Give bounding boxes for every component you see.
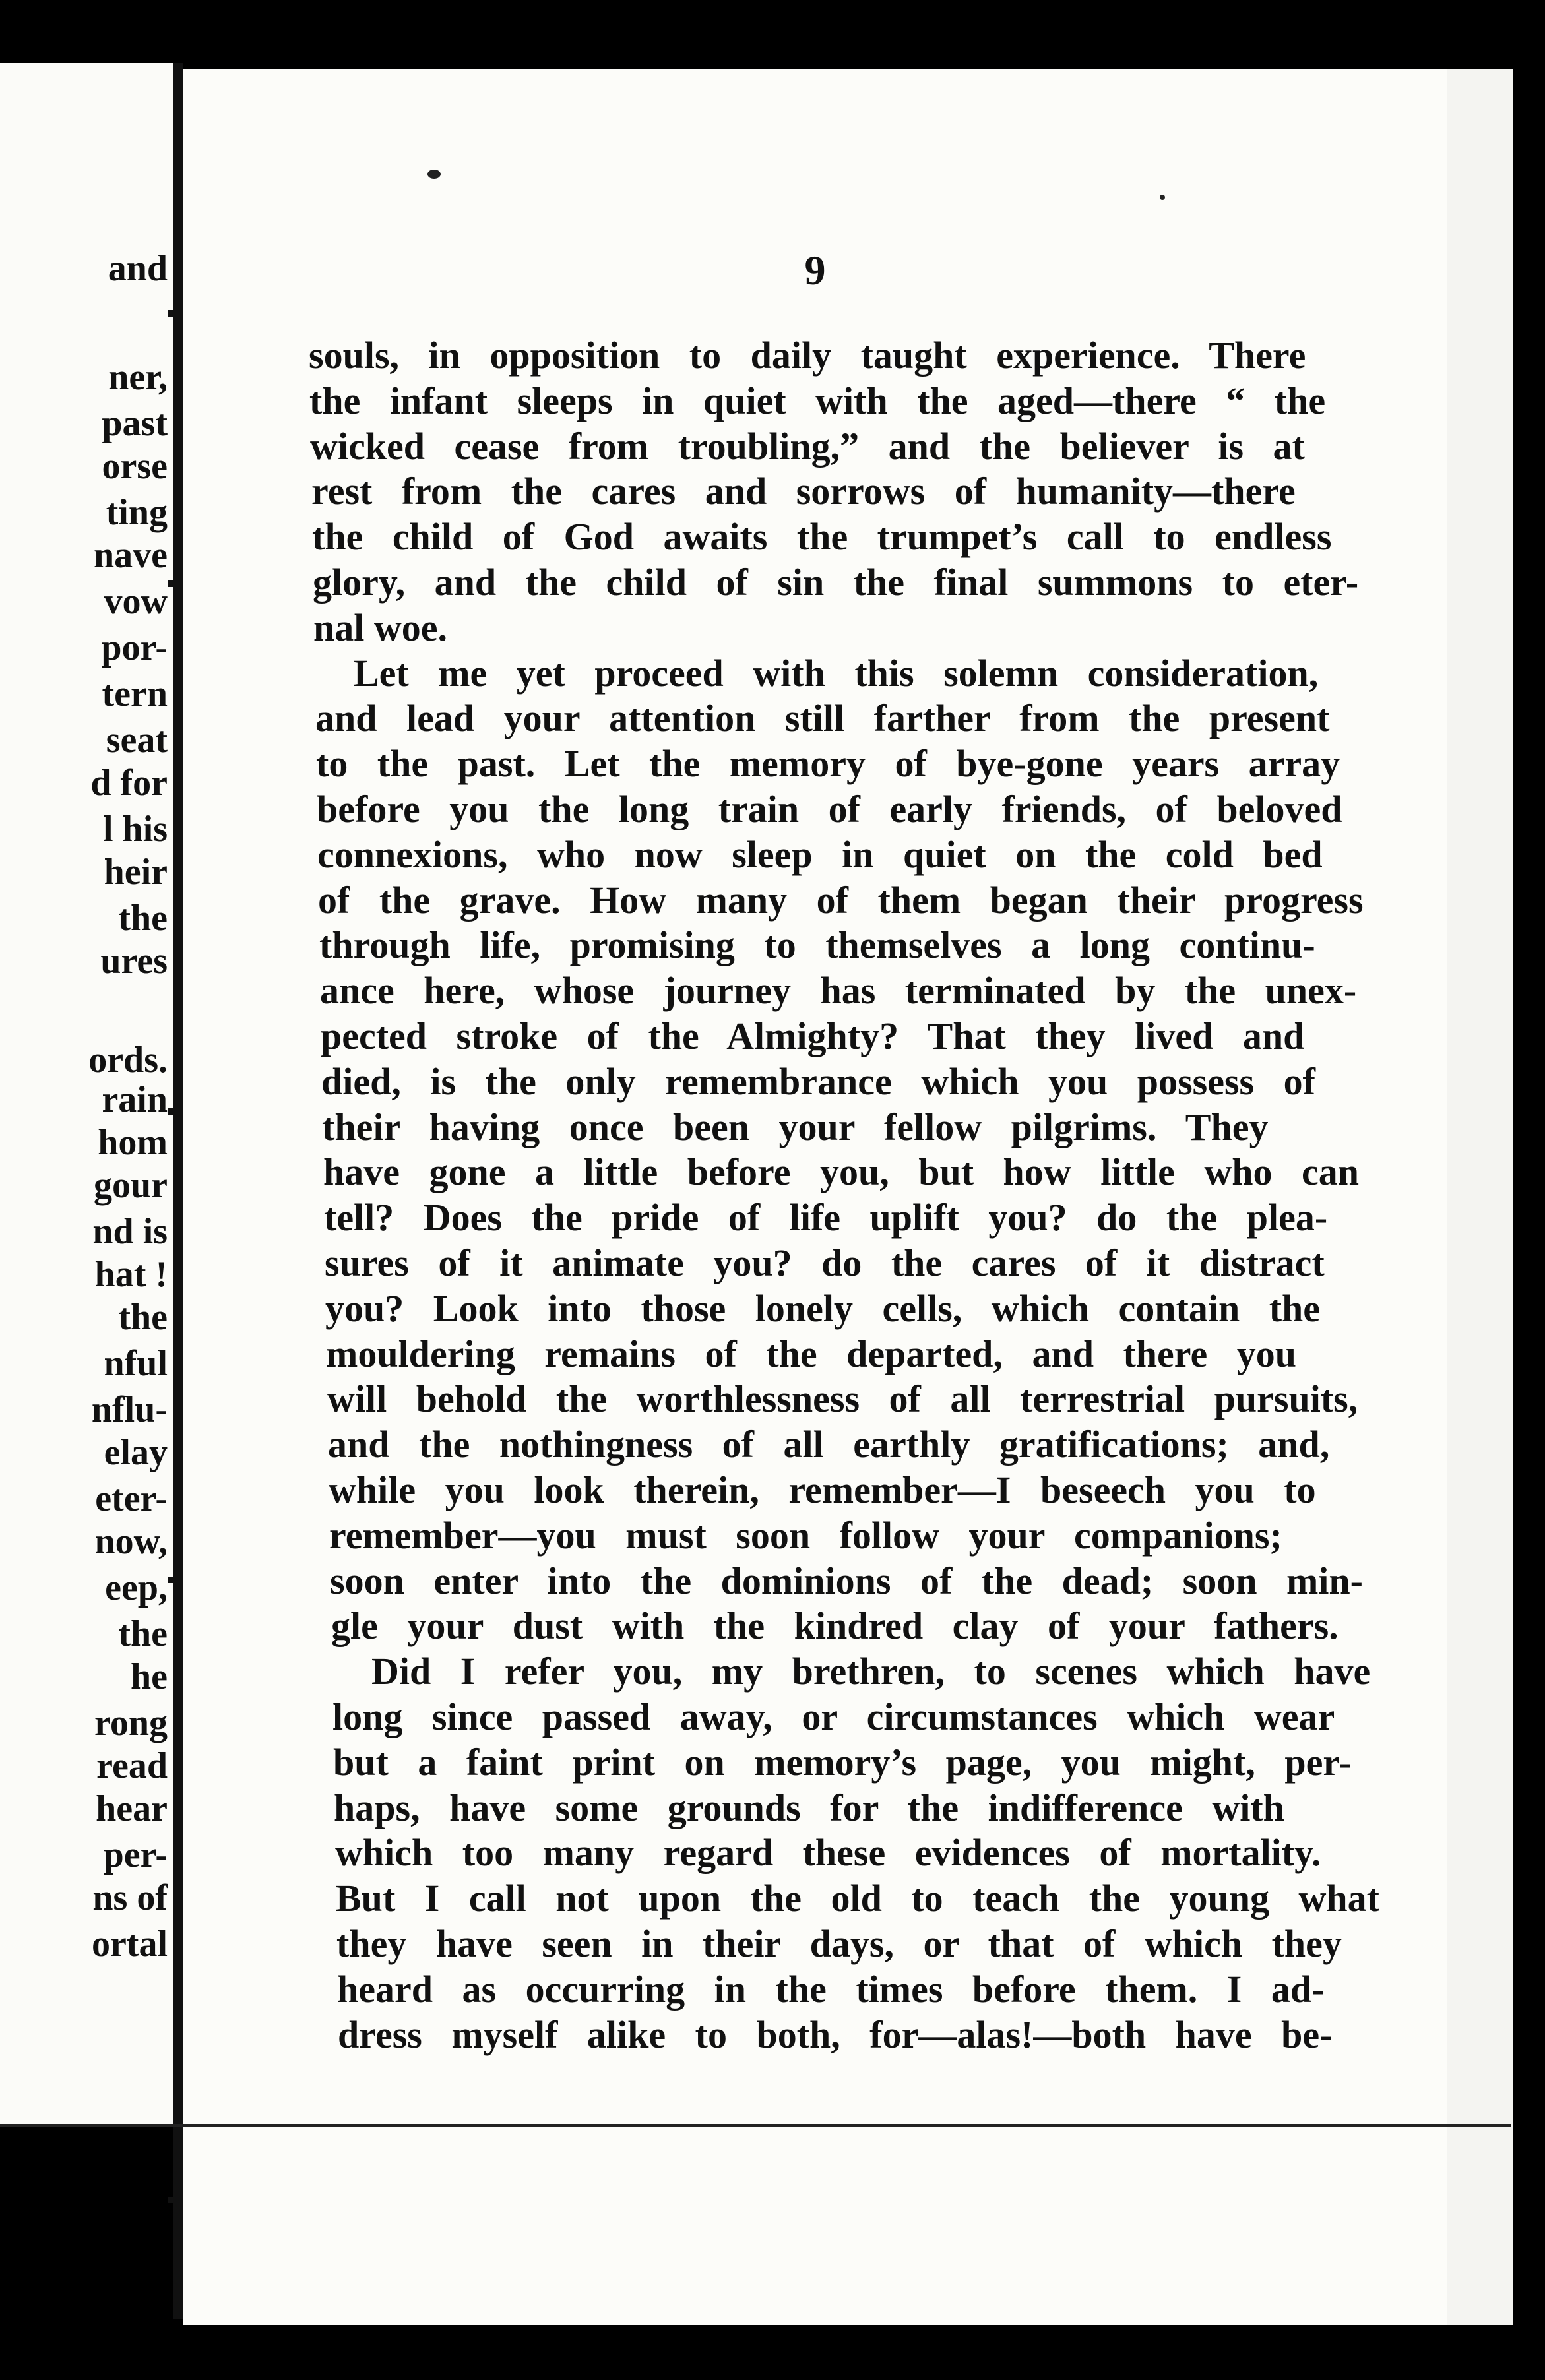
body-text-line: through life, promising to themselves a long continu- bbox=[319, 924, 1315, 967]
body-text-line: pected stroke of the Almighty? That they lived and bbox=[321, 1015, 1305, 1057]
body-text-line: soon enter into the dominions of the dead; soon min- bbox=[330, 1559, 1363, 1602]
previous-page-line: rain bbox=[102, 1079, 168, 1120]
previous-page-line: eter- bbox=[95, 1478, 168, 1519]
previous-page-line: ures bbox=[100, 941, 168, 982]
previous-page-line: orse bbox=[102, 446, 168, 487]
previous-page-line: ting bbox=[106, 492, 168, 533]
body-text-line: the child of God awaits the trumpet’s call to endless bbox=[312, 515, 1332, 559]
previous-page-line: eep, bbox=[105, 1567, 168, 1608]
ink-speck bbox=[1160, 195, 1165, 200]
body-text-line: haps, have some grounds for the indifference with bbox=[334, 1786, 1284, 1829]
body-text-line: tell? Does the pride of life uplift you? do the plea- bbox=[324, 1196, 1328, 1239]
book-page bbox=[183, 69, 1447, 2325]
body-text-line: to the past. Let the memory of bye-gone years array bbox=[316, 742, 1340, 786]
previous-page-line: read bbox=[96, 1745, 168, 1786]
previous-page-line: nful bbox=[104, 1343, 168, 1384]
previous-page-line: l his bbox=[102, 809, 168, 850]
previous-page-line: past bbox=[102, 403, 168, 444]
body-text-line: and lead your attention still farther from the present bbox=[315, 697, 1330, 740]
binding-gutter bbox=[173, 63, 183, 2319]
previous-page-line: ortal bbox=[91, 1924, 168, 1964]
body-text-line: will behold the worthlessness of all terrestrial pursuits, bbox=[327, 1377, 1358, 1421]
previous-page-line: heir bbox=[104, 852, 168, 892]
previous-page-line: hom bbox=[98, 1122, 168, 1163]
previous-page-line: hear bbox=[96, 1788, 168, 1829]
body-text-line: dress myself alike to both, for—alas!—both have be- bbox=[338, 2013, 1333, 2056]
previous-page-line: nd is bbox=[92, 1211, 168, 1252]
body-text-line: you? Look into those lonely cells, which contain the bbox=[325, 1286, 1321, 1330]
body-text-line: before you the long train of early friends, of beloved bbox=[317, 788, 1342, 830]
previous-page-line: elay bbox=[104, 1432, 168, 1473]
body-text-line: and the nothingness of all earthly gratifications; and, bbox=[328, 1423, 1330, 1466]
body-text-line: ance here, whose journey has terminated by the unex- bbox=[320, 969, 1357, 1013]
body-text-line: their having once been your fellow pilgrims. They bbox=[322, 1105, 1269, 1148]
previous-page-line: ords. bbox=[88, 1040, 168, 1080]
previous-page-line: hat ! bbox=[94, 1254, 168, 1295]
body-text-line: rest from the cares and sorrows of humanity—there bbox=[311, 470, 1296, 513]
body-text-line: remember—you must soon follow your companions; bbox=[329, 1513, 1282, 1557]
body-text-line: sures of it animate you? do the cares of it distract bbox=[325, 1241, 1325, 1284]
body-text-line: gle your dust with the kindred clay of your fathers. bbox=[331, 1604, 1339, 1648]
previous-page-line: he bbox=[131, 1656, 168, 1697]
previous-page-line: gour bbox=[94, 1165, 168, 1206]
body-text-line: long since passed away, or circumstances which wear bbox=[332, 1695, 1335, 1738]
body-text-line: But I call not upon the old to teach the young what bbox=[336, 1877, 1379, 1920]
previous-page-line: ner, bbox=[108, 357, 168, 398]
body-text-line: nal woe. bbox=[313, 606, 447, 649]
body-text-line: they have seen in their days, or that of which they bbox=[336, 1922, 1342, 1965]
previous-page-line: nave bbox=[94, 535, 168, 576]
body-text-line: mouldering remains of the departed, and there you bbox=[326, 1332, 1296, 1375]
body-text-line: Did I refer you, my brethren, to scenes which have bbox=[371, 1650, 1371, 1693]
body-text-line: which too many regard these evidences of mortality. bbox=[335, 1831, 1321, 1875]
previous-page-line: the bbox=[118, 1613, 168, 1654]
body-text-line: souls, in opposition to daily taught experience. There bbox=[309, 334, 1306, 377]
previous-page-fragment bbox=[0, 63, 173, 2127]
previous-page-line: seat bbox=[106, 720, 168, 761]
page-number: 9 bbox=[804, 247, 826, 294]
body-text-line: have gone a little before you, but how little who can bbox=[323, 1150, 1360, 1194]
body-text-line: heard as occurring in the times before them. I ad- bbox=[337, 1967, 1325, 2011]
body-text-line: Let me yet proceed with this solemn consideration, bbox=[354, 651, 1319, 695]
previous-page-line: the bbox=[118, 898, 168, 939]
previous-page-line: ns of bbox=[92, 1877, 168, 1918]
previous-page-line: and bbox=[108, 248, 168, 289]
previous-page-line: now, bbox=[94, 1521, 168, 1562]
body-text-line: wicked cease from troubling,” and the believer is at bbox=[310, 424, 1305, 468]
previous-page-line: por- bbox=[101, 627, 168, 668]
body-text-line: the infant sleeps in quiet with the aged—there “ the bbox=[309, 379, 1326, 422]
previous-page-line: per- bbox=[103, 1834, 168, 1875]
body-text-line: glory, and the child of sin the final summons to eter- bbox=[313, 561, 1359, 604]
ink-speck bbox=[427, 170, 441, 179]
body-text-line: died, is the only remembrance which you possess of bbox=[321, 1059, 1315, 1103]
previous-page-line: nflu- bbox=[91, 1389, 168, 1430]
body-text-line: while you look therein, remember—I beseech you to bbox=[329, 1468, 1316, 1511]
previous-page-line: rong bbox=[94, 1703, 168, 1743]
body-text-line: connexions, who now sleep in quiet on the cold bed bbox=[317, 832, 1323, 876]
previous-page-line: vow bbox=[104, 581, 168, 622]
previous-page-line: tern bbox=[102, 673, 168, 714]
body-text-line: of the grave. How many of them began their progress bbox=[318, 878, 1364, 922]
previous-page-line: the bbox=[118, 1297, 168, 1338]
body-text-line: but a faint print on memory’s page, you might, per- bbox=[333, 1740, 1352, 1784]
bottom-rule bbox=[0, 2124, 1511, 2127]
page-edge bbox=[1447, 69, 1513, 2325]
previous-page-line: d for bbox=[90, 763, 168, 803]
